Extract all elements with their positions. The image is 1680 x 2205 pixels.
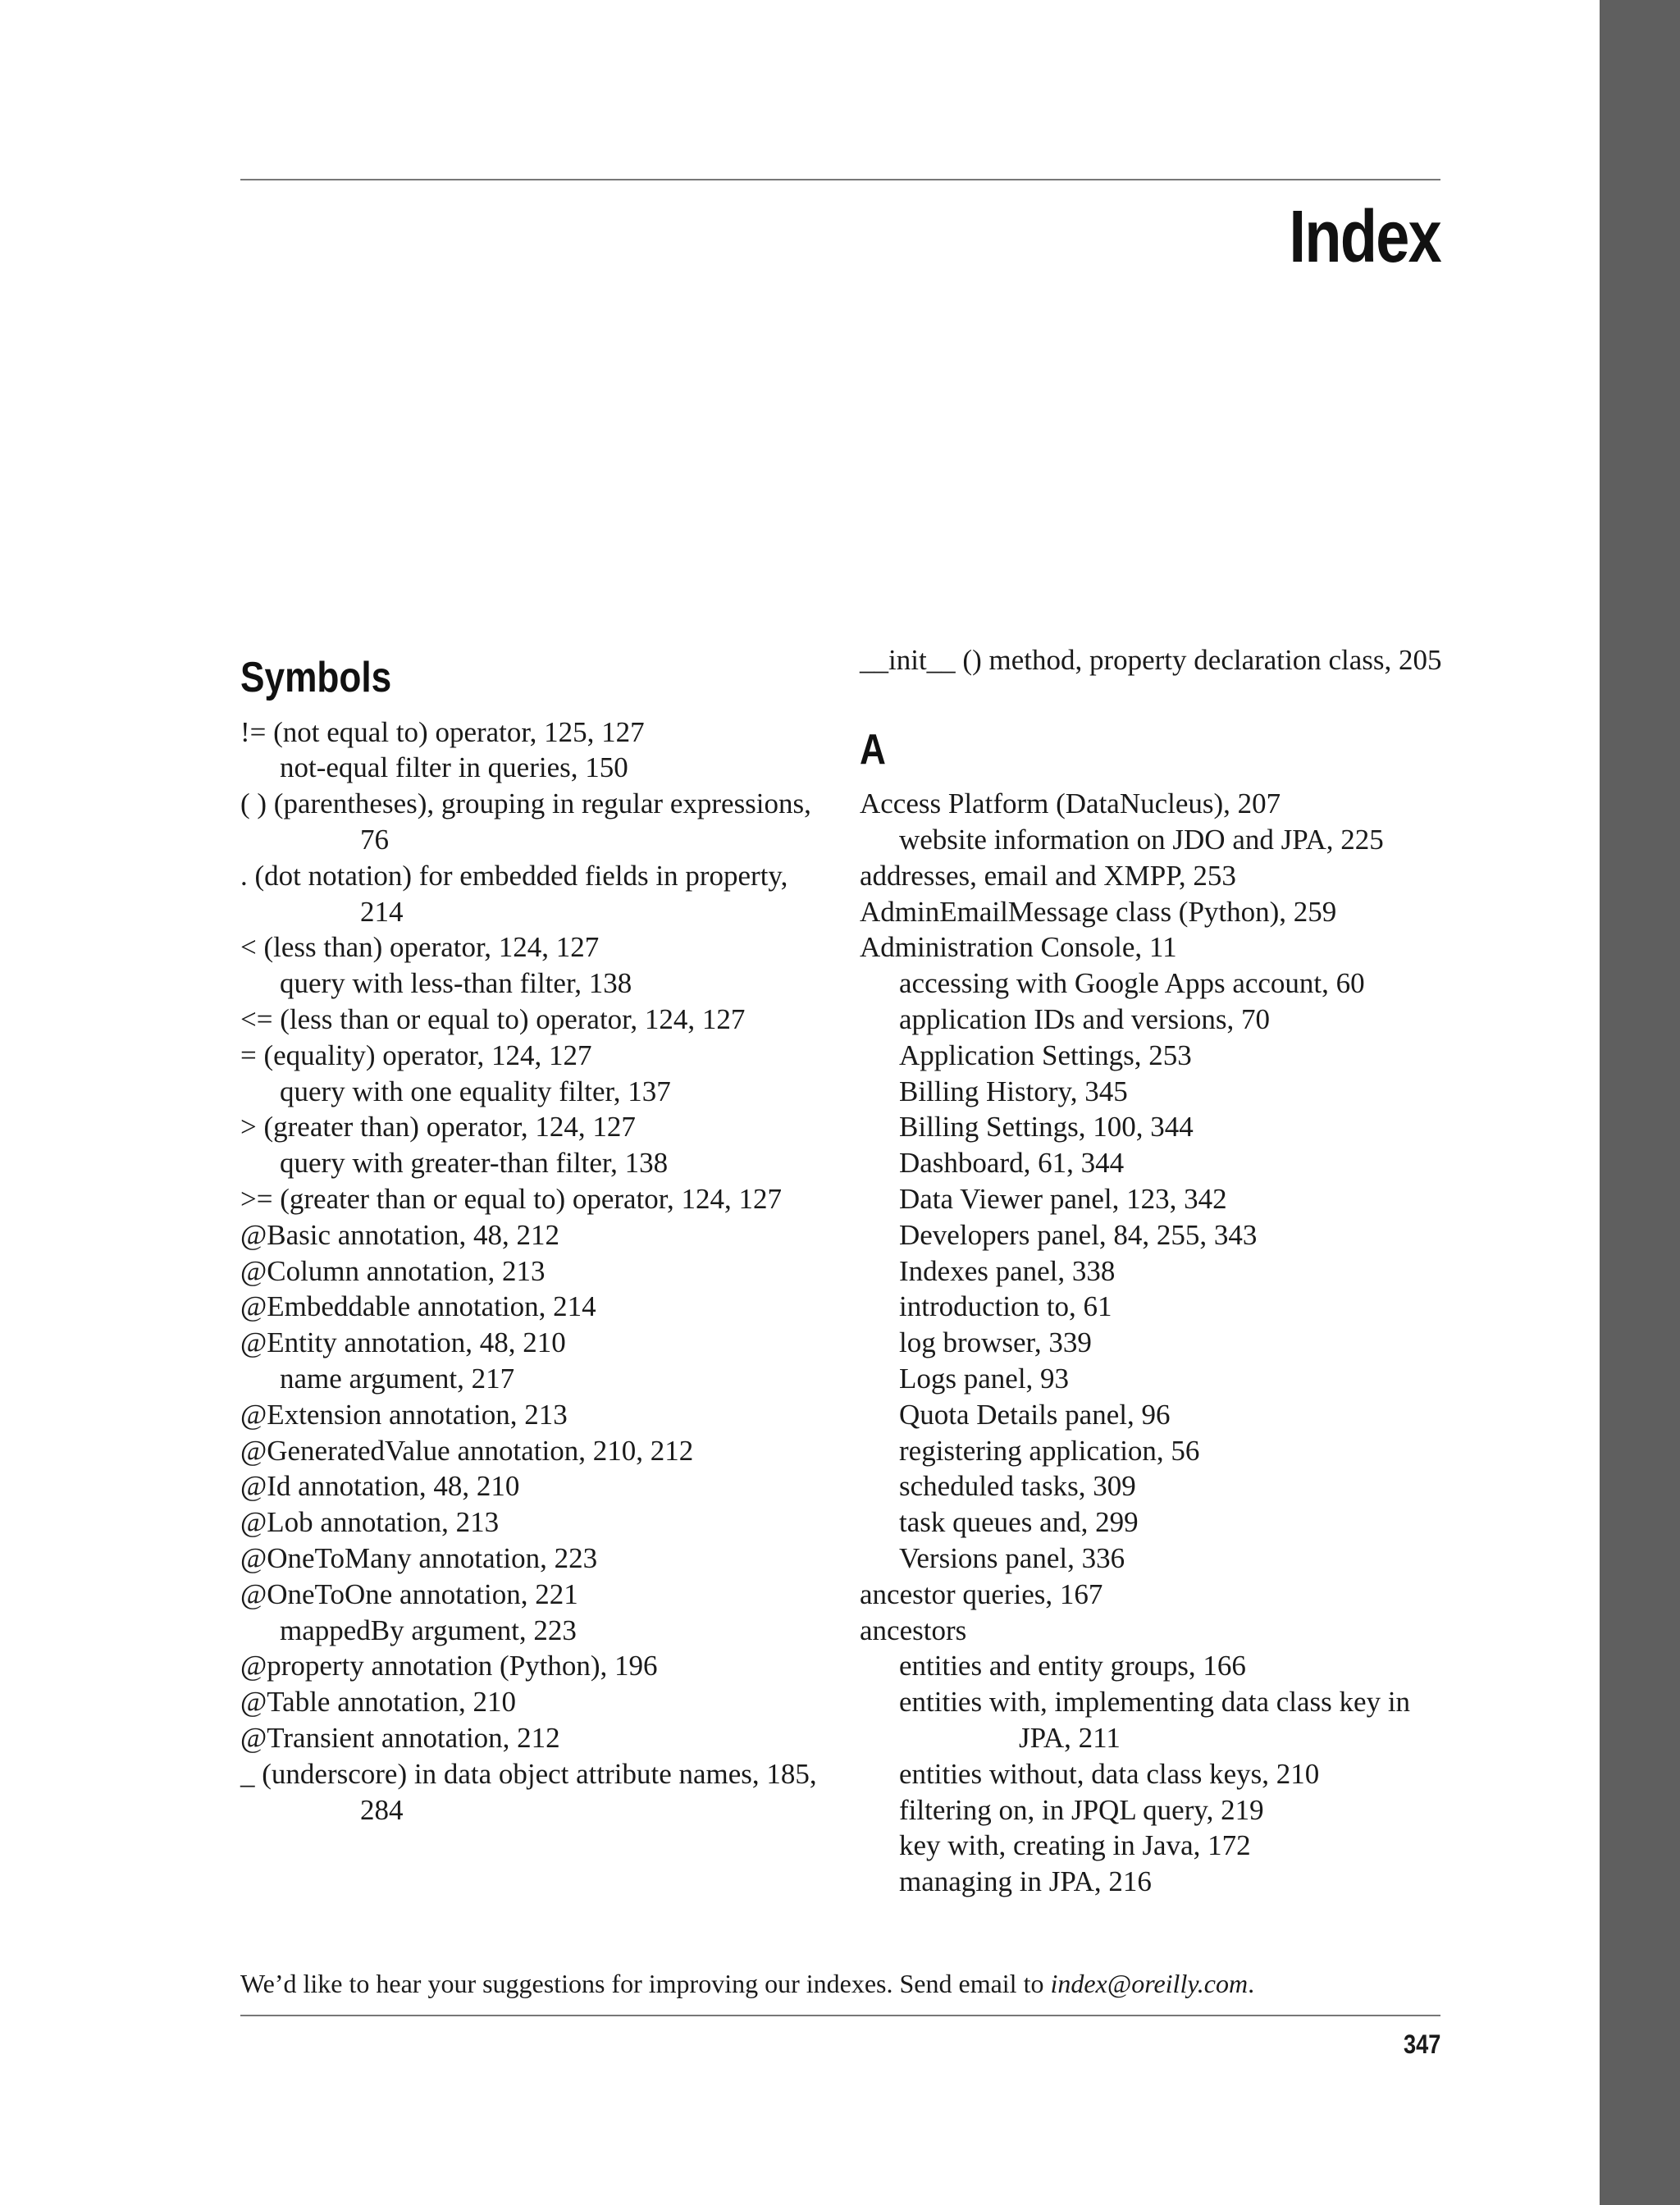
index-subentry: Application Settings, 253 bbox=[899, 1039, 1192, 1071]
index-entry: @Column annotation, 213 bbox=[240, 1254, 546, 1287]
index-subentry: mappedBy argument, 223 bbox=[280, 1614, 577, 1646]
index-subentry: Logs panel, 93 bbox=[899, 1362, 1070, 1395]
page-title: Index bbox=[1289, 196, 1440, 278]
index-column-right bbox=[860, 642, 1444, 1900]
index-subentry: Developers panel, 84, 255, 343 bbox=[899, 1218, 1258, 1251]
index-entry: @OneToOne annotation, 221 bbox=[240, 1577, 578, 1610]
index-subentry: key with, creating in Java, 172 bbox=[899, 1829, 1251, 1862]
index-entry: < (less than) operator, 124, 127 bbox=[240, 931, 600, 964]
index-subentry: entities without, data class keys, 210 bbox=[899, 1757, 1320, 1790]
index-subentry: not-equal filter in queries, 150 bbox=[280, 751, 628, 784]
index-subentry: query with greater-than filter, 138 bbox=[280, 1147, 669, 1180]
top-rule bbox=[240, 179, 1440, 180]
index-subentry: Indexes panel, 338 bbox=[899, 1254, 1116, 1287]
index-subentry: query with less-than filter, 138 bbox=[280, 967, 632, 1000]
index-subentry: introduction to, 61 bbox=[899, 1290, 1112, 1323]
index-entry: ancestors bbox=[860, 1614, 967, 1646]
index-entry: @property annotation (Python), 196 bbox=[240, 1650, 658, 1682]
index-entry: @Entity annotation, 48, 210 bbox=[240, 1326, 566, 1359]
index-subentry: website information on JDO and JPA, 225 bbox=[899, 823, 1384, 856]
page-edge-bar bbox=[1600, 0, 1680, 2205]
index-subentry: Dashboard, 61, 344 bbox=[899, 1147, 1125, 1180]
index-entry: __init__ () method, property declaration class, 205 bbox=[860, 644, 1442, 676]
index-entry: >= (greater than or equal to) operator, 124, 127 bbox=[240, 1182, 783, 1215]
index-subentry: Billing Settings, 100, 344 bbox=[899, 1111, 1194, 1144]
index-entry: _ (underscore) in data object attribute names, 185, 284 bbox=[240, 1757, 817, 1826]
bottom-rule bbox=[240, 2015, 1440, 2016]
footer-note-end: . bbox=[1248, 1969, 1255, 1998]
index-entry: = (equality) operator, 124, 127 bbox=[240, 1039, 592, 1071]
index-subentry: query with one equality filter, 137 bbox=[280, 1075, 671, 1107]
index-column-left bbox=[240, 642, 831, 1828]
index-subentry: Quota Details panel, 96 bbox=[899, 1398, 1171, 1431]
index-entry: != (not equal to) operator, 125, 127 bbox=[240, 715, 645, 748]
index-entry: @OneToMany annotation, 223 bbox=[240, 1541, 598, 1574]
index-entry: @Basic annotation, 48, 212 bbox=[240, 1218, 559, 1251]
index-subentry: managing in JPA, 216 bbox=[899, 1865, 1152, 1898]
index-subentry: task queues and, 299 bbox=[899, 1506, 1139, 1539]
index-subentry: accessing with Google Apps account, 60 bbox=[899, 967, 1365, 1000]
index-entry: @Table annotation, 210 bbox=[240, 1686, 516, 1719]
index-subentry: Billing History, 345 bbox=[899, 1075, 1128, 1107]
index-entry: . (dot notation) for embedded fields in property, 214 bbox=[240, 859, 788, 928]
index-entry: <= (less than or equal to) operator, 124, 127 bbox=[240, 1002, 746, 1035]
index-subentry: filtering on, in JPQL query, 219 bbox=[899, 1793, 1264, 1826]
index-subentry: application IDs and versions, 70 bbox=[899, 1002, 1270, 1035]
index-entry: ( ) (parentheses), grouping in regular expressions, 76 bbox=[240, 788, 811, 856]
index-entry: @Extension annotation, 213 bbox=[240, 1398, 568, 1431]
index-entry: @Embeddable annotation, 214 bbox=[240, 1290, 596, 1323]
index-entry: ancestor queries, 167 bbox=[860, 1577, 1103, 1610]
index-subentry: registering application, 56 bbox=[899, 1434, 1200, 1467]
footer-note bbox=[240, 1969, 1254, 1999]
index-subentry: Data Viewer panel, 123, 342 bbox=[899, 1182, 1227, 1215]
a-entry-list bbox=[860, 786, 1444, 1900]
section-heading-symbols: Symbols bbox=[240, 654, 392, 701]
index-entry: @Id annotation, 48, 210 bbox=[240, 1470, 520, 1503]
index-entry: @Transient annotation, 212 bbox=[240, 1721, 560, 1754]
page-number: 347 bbox=[1403, 2029, 1440, 2059]
index-entry: @GeneratedValue annotation, 210, 212 bbox=[240, 1434, 694, 1467]
footer-note-text: We’d like to hear your suggestions for improving our indexes. Send email to bbox=[240, 1969, 1051, 1998]
footer-email-link[interactable]: index@oreilly.com bbox=[1050, 1969, 1249, 1998]
section-heading-a: A bbox=[860, 725, 886, 774]
index-entry: addresses, email and XMPP, 253 bbox=[860, 859, 1236, 892]
index-subentry: entities with, implementing data class key in JPA, 211 bbox=[899, 1686, 1411, 1754]
index-subentry: log browser, 339 bbox=[899, 1326, 1092, 1359]
index-entry: AdminEmailMessage class (Python), 259 bbox=[860, 895, 1337, 928]
index-entry: Access Platform (DataNucleus), 207 bbox=[860, 788, 1281, 820]
symbols-entry-list bbox=[240, 714, 831, 1828]
index-subentry: name argument, 217 bbox=[280, 1362, 515, 1395]
index-subentry: Versions panel, 336 bbox=[899, 1541, 1125, 1574]
index-subentry: entities and entity groups, 166 bbox=[899, 1650, 1246, 1682]
index-subentry: scheduled tasks, 309 bbox=[899, 1470, 1136, 1503]
index-entry: Administration Console, 11 bbox=[860, 931, 1177, 964]
index-entry: > (greater than) operator, 124, 127 bbox=[240, 1111, 636, 1144]
index-entry: @Lob annotation, 213 bbox=[240, 1506, 500, 1539]
symbols-continued-entry-list bbox=[860, 642, 1444, 678]
